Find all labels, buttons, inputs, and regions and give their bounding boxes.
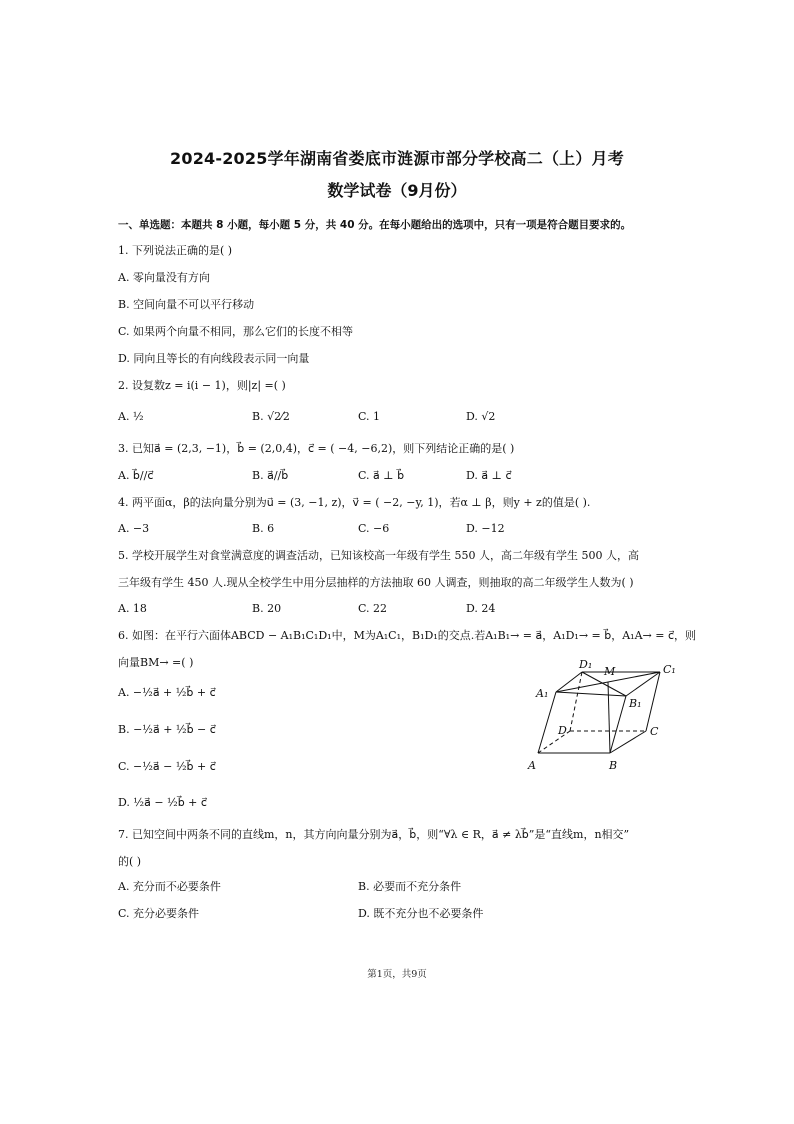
label-d1: D₁ <box>579 658 593 671</box>
question-4-option-a: A. −3 <box>118 522 150 535</box>
question-7-option-d: D. 既不充分也不必要条件 <box>358 907 484 920</box>
question-2-option-a: A. ½ <box>118 410 144 423</box>
question-4-stem: 4. 两平面α，β的法向量分别为u⃗ = (3, −1, z)，v⃗ = ( −2, −y, 1)，若α ⊥ β，则y + z的值是( ). <box>118 496 591 509</box>
question-6-option-c: C. −½a⃗ − ½b⃗ + c⃗ <box>118 760 216 773</box>
question-4-option-d: D. −12 <box>466 522 505 535</box>
question-3-option-c: C. a⃗ ⊥ b⃗ <box>358 469 405 482</box>
section-heading: 一、单选题：本题共 8 小题，每小题 5 分，共 40 分。在每小题给出的选项中，只有一项是符合题目要求的。 <box>118 219 632 231</box>
question-3-option-d: D. a⃗ ⊥ c⃗ <box>466 469 512 482</box>
question-1-stem: 1. 下列说法正确的是( ) <box>118 244 233 257</box>
label-b: B <box>609 759 618 772</box>
question-7-option-b: B. 必要而不充分条件 <box>358 880 462 893</box>
question-5-stem-line1: 5. 学校开展学生对食堂满意度的调查活动，已知该校高一年级有学生 550 人，高二年级有学生 500 人，高 <box>118 549 639 562</box>
question-7-stem-line1: 7. 已知空间中两条不同的直线m，n，其方向向量分别为a⃗，b⃗，则“∀λ ∈ R，a⃗ ≠ λb⃗”是“直线m，n相交” <box>118 828 630 841</box>
question-7-option-a: A. 充分而不必要条件 <box>118 880 221 893</box>
question-6-stem-line2: 向量BM→ =( ) <box>118 656 194 669</box>
edge-a1-b1 <box>556 692 626 696</box>
question-2-stem: 2. 设复数z = i(i − 1)，则|z| =( ) <box>118 379 286 392</box>
question-6-option-d: D. ½a⃗ − ½b⃗ + c⃗ <box>118 796 207 809</box>
parallelepiped-figure <box>524 655 694 777</box>
question-3-stem: 3. 已知a⃗ = (2,3, −1)，b⃗ = (2,0,4)，c⃗ = ( −4, −6,2)，则下列结论正确的是( ) <box>118 442 515 455</box>
question-2-option-b: B. √2⁄2 <box>252 410 290 423</box>
question-1-option-b: B. 空间向量不可以平行移动 <box>118 298 255 311</box>
question-7-stem-line2: 的( ) <box>118 855 142 868</box>
page-footer: 第1页，共9页 <box>367 969 427 980</box>
label-m: M <box>604 665 616 678</box>
question-2-option-c: C. 1 <box>358 410 381 423</box>
edge-d-d1-hidden <box>570 672 582 731</box>
question-5-option-d: D. 24 <box>466 602 496 615</box>
question-4-option-c: C. −6 <box>358 522 390 535</box>
question-1-option-d: D. 同向且等长的有向线段表示同一向量 <box>118 352 310 365</box>
question-6-option-b: B. −½a⃗ + ½b⃗ − c⃗ <box>118 723 216 736</box>
question-1-option-c: C. 如果两个向量不相同，那么它们的长度不相等 <box>118 325 354 338</box>
label-c1: C₁ <box>663 663 676 676</box>
question-6-stem-line1: 6. 如图：在平行六面体ABCD − A₁B₁C₁D₁中，M为A₁C₁，B₁D₁的交点.若A₁B₁→ = a⃗，A₁D₁→ = b⃗，A₁A→ = c⃗，则 <box>118 629 697 642</box>
label-a: A <box>528 759 536 772</box>
question-6-option-a: A. −½a⃗ + ½b⃗ + c⃗ <box>118 686 216 699</box>
question-7-option-c: C. 充分必要条件 <box>118 907 200 920</box>
question-1-option-a: A. 零向量没有方向 <box>118 271 210 284</box>
question-5-option-c: C. 22 <box>358 602 388 615</box>
label-a1: A₁ <box>536 687 549 700</box>
question-5-stem-line2: 三年级有学生 450 人.现从全校学生中用分层抽样的方法抽取 60 人调查，则抽取的高二年级学生人数为( ) <box>118 576 634 589</box>
exam-title: 2024-2025学年湖南省娄底市涟源市部分学校高二（上）月考 <box>170 149 624 168</box>
question-3-option-a: A. b⃗//c⃗ <box>118 469 154 482</box>
label-b1: B₁ <box>629 697 642 710</box>
question-5-option-a: A. 18 <box>118 602 147 615</box>
edge-a-a1 <box>538 692 556 753</box>
question-2-option-d: D. √2 <box>466 410 496 423</box>
label-c: C <box>650 725 659 738</box>
label-d: D <box>558 724 567 737</box>
exam-subtitle: 数学试卷（9月份） <box>327 181 467 200</box>
question-3-option-b: B. a⃗//b⃗ <box>252 469 289 482</box>
segment-b-m <box>608 682 610 753</box>
question-4-option-b: B. 6 <box>252 522 275 535</box>
question-5-option-b: B. 20 <box>252 602 282 615</box>
